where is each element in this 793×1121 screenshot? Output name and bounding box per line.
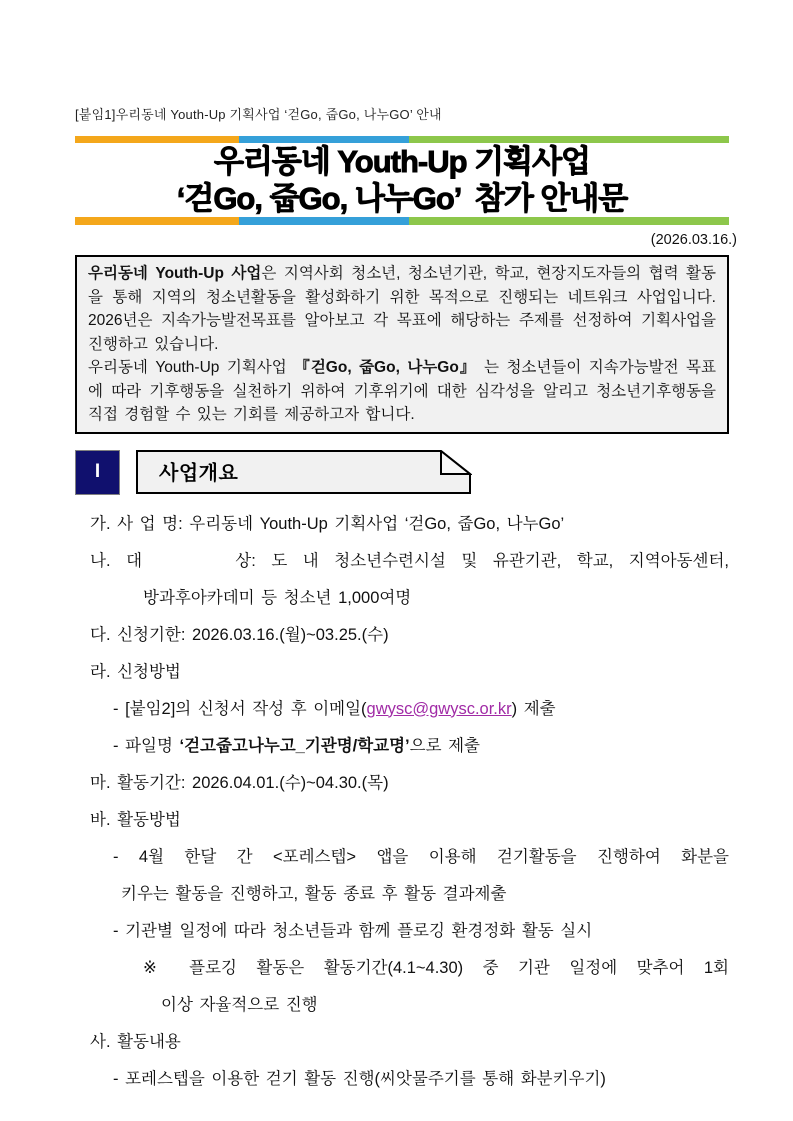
section-1-banner — [136, 450, 472, 495]
title-bar-blue-segment — [239, 136, 409, 143]
ra-dash1-post: ) 제출 — [511, 699, 556, 718]
section-1-number-box — [75, 450, 120, 495]
outline-item-ra-dash1 — [75, 697, 729, 721]
title-bottom-bar — [75, 217, 729, 225]
banner-folded-corner — [441, 451, 470, 474]
outline-item-da: 다. 신청기한: 2026.03.16.(월)~03.25.(수) — [90, 625, 389, 644]
outline-item-ba-dash2: - 기관별 일정에 따라 청소년들과 함께 플로깅 환경정화 활동 실시 — [113, 921, 593, 940]
section-1-numeral: I — [94, 461, 101, 482]
outline-item-sa-dash1: - 포레스텝을 이용한 걷기 활동 진행(씨앗물주기를 통해 화분키우기) — [113, 1069, 606, 1088]
intro-p2-pre: 우리동네 Youth-Up 기획사업 — [88, 359, 295, 376]
ra-dash1-pre: - [붙임2]의 신청서 작성 후 이메일( — [113, 699, 367, 718]
ra-dash2-filename: ‘걷고줍고나누고_기관명/학교명’ — [179, 736, 410, 755]
title-bar-blue-segment — [239, 217, 409, 225]
outline-item-na-continued: 방과후아카데미 등 청소년 1,000여명 — [143, 588, 412, 607]
title-bar-orange-segment — [75, 217, 239, 225]
title-bar-orange-segment — [75, 136, 239, 143]
title-top-bar — [75, 136, 729, 143]
intro-p1-bold: 우리동네 Youth-Up 사업 — [88, 265, 262, 282]
intro-box — [75, 255, 729, 434]
outline-item-ba-dash1: - 4월 한달 간 <포레스텝> 앱을 이용해 걷기활동을 진행하여 화분을 — [113, 847, 729, 866]
document-date: (2026.03.16.) — [650, 232, 737, 248]
document-title — [75, 143, 729, 217]
ra-dash2-post: 으로 제출 — [409, 736, 480, 755]
intro-p2-bold: 『걷Go, 줍Go, 나누Go』 — [294, 359, 477, 376]
outline-item-ba-note: ※ 플로깅 활동은 활동기간(4.1~4.30) 중 기관 일정에 맞추어 1회 — [143, 958, 729, 977]
ra-dash2-pre: - 파일명 — [113, 736, 180, 755]
section-1-header — [75, 450, 729, 495]
outline-list — [75, 512, 729, 1091]
outline-item-sa: 사. 활동내용 — [90, 1032, 181, 1051]
outline-item-na: 나. 대 상: 도 내 청소년수련시설 및 유관기관, 학교, 지역아동센터, — [90, 551, 729, 570]
outline-item-ba-dash1-continued: 키우는 활동을 진행하고, 활동 종료 후 활동 결과제출 — [121, 884, 507, 903]
title-bar-green-segment — [409, 217, 729, 225]
outline-item-ra-dash2 — [75, 734, 729, 758]
document-title-line1: 우리동네 Youth-Up 기획사업 — [214, 144, 590, 179]
outline-item-ga: 가. 사 업 명: 우리동네 Youth-Up 기획사업 ‘걷Go, 줍Go, 나누Go’ — [90, 514, 565, 533]
outline-item-ra: 라. 신청방법 — [90, 662, 181, 681]
title-bar-green-segment — [409, 136, 729, 143]
outline-item-ba-note-continued: 이상 자율적으로 진행 — [161, 995, 318, 1014]
intro-p1-text: 은 지역사회 청소년, 청소년기관, 학교, 현장지도자들의 협력 활동을 통해 지역의 청소년활동을 활성화하기 위한 목적으로 진행되는 네트워크 사업입니다. 2026년은 지속가능발전목표를 알아보고 각 목표에 해당하는 주제를 선정하여 기획사업을 진행하고 있습니다. — [88, 265, 716, 353]
attachment-label: [붙임1]우리동네 Youth-Up 기획사업 ‘걷Go, 줍Go, 나누GO’ 안내 — [75, 107, 442, 122]
intro-p2-text: 는 청소년들이 지속가능발전 목표에 따라 기후행동을 실천하기 위하여 기후위기에 대한 심각성을 알리고 청소년기후행동을 직접 경험할 수 있는 기회를 제공하고자 합니다. — [88, 359, 716, 423]
document-title-line2: ‘걷Go, 줍Go, 나누Go’ 참가 안내문 — [176, 181, 628, 216]
outline-item-ba: 바. 활동방법 — [90, 810, 181, 829]
intro-paragraph-2 — [88, 356, 716, 427]
title-block — [75, 136, 729, 225]
email-link[interactable]: gwysc@gwysc.or.kr — [366, 699, 512, 718]
section-1-title: 사업개요 — [159, 462, 239, 485]
outline-item-ma: 마. 활동기간: 2026.04.01.(수)~04.30.(목) — [90, 773, 389, 792]
intro-paragraph-1 — [88, 262, 716, 356]
